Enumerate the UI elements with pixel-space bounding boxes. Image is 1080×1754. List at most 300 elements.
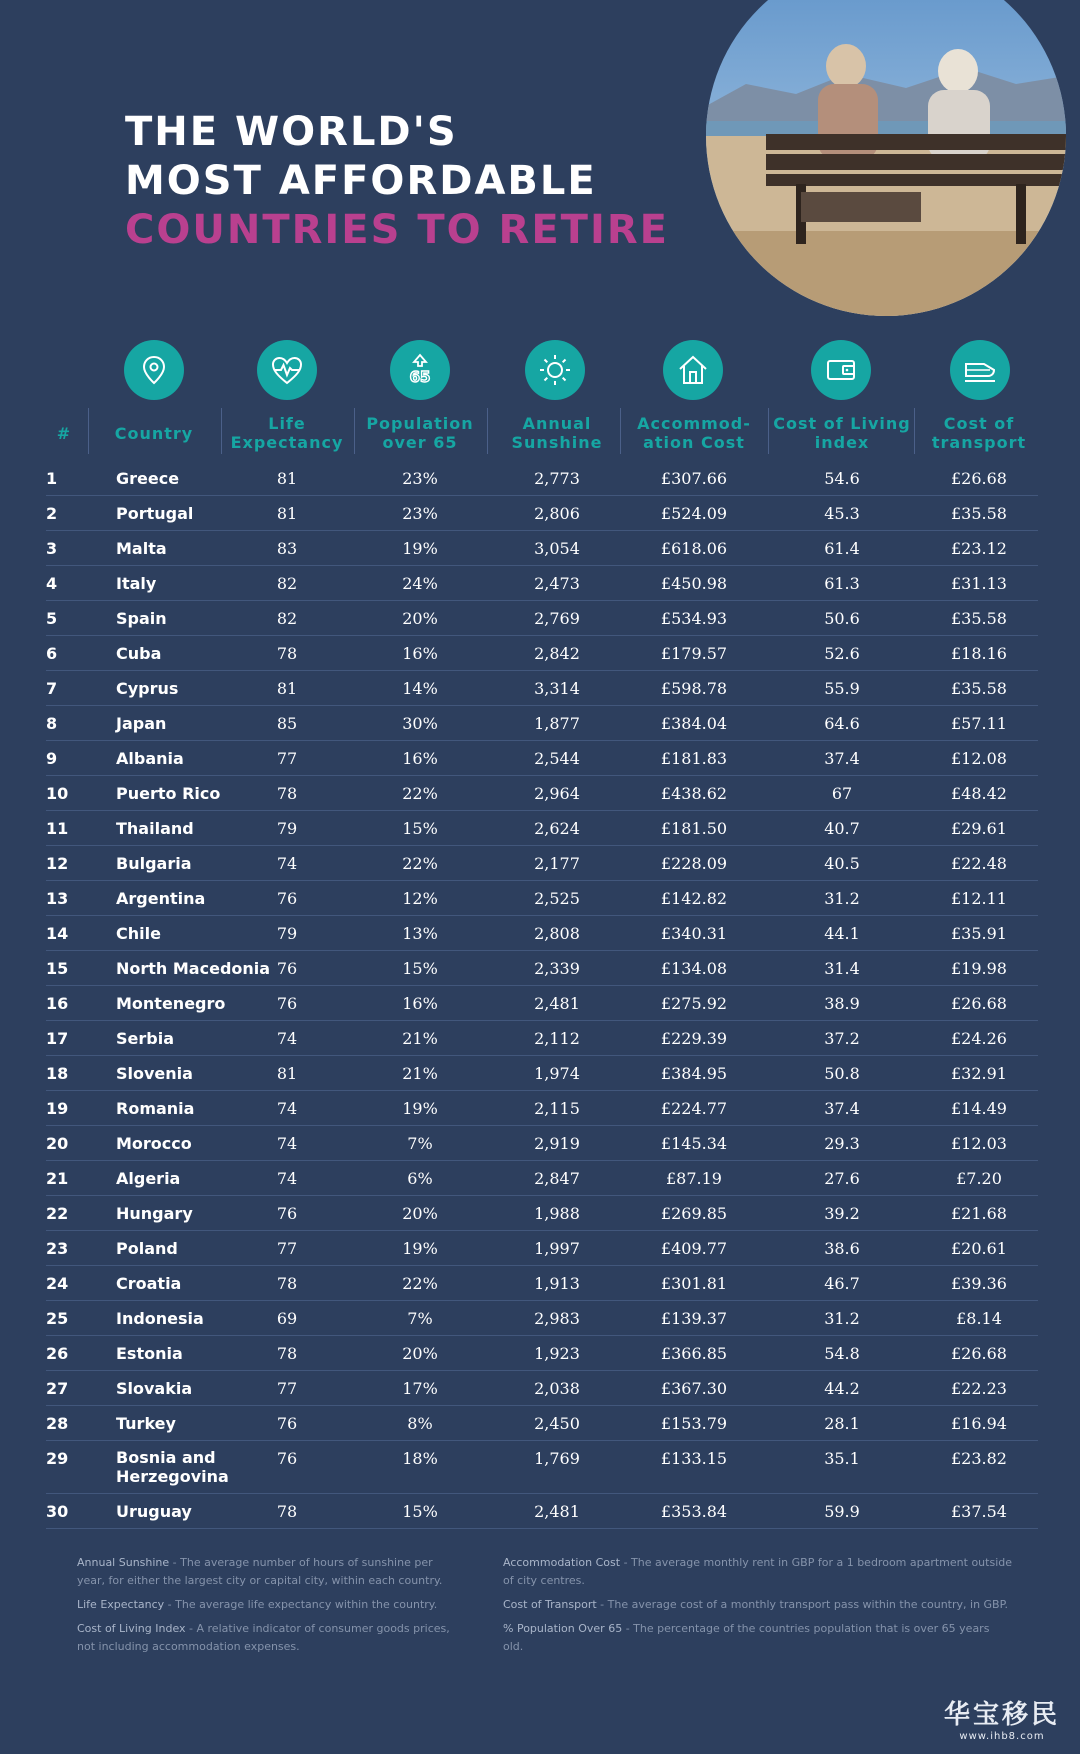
rank-cell: 20 xyxy=(46,1133,69,1153)
house-icon xyxy=(663,340,723,400)
country-cell: Italy xyxy=(116,573,157,593)
annual-sunshine-cell: 3,314 xyxy=(534,678,580,698)
header-divider xyxy=(487,408,488,454)
header-rank: # xyxy=(56,423,72,443)
rank-cell: 5 xyxy=(46,608,58,628)
table-row xyxy=(46,1091,1038,1126)
life-expectancy-cell: 81 xyxy=(276,503,298,523)
rank-cell: 21 xyxy=(46,1168,69,1188)
footnote-term: Accommodation Cost xyxy=(503,1556,621,1569)
country-cell: North Macedonia xyxy=(116,958,271,978)
table-row xyxy=(46,706,1038,741)
accommodation-cost-cell: £384.04 xyxy=(660,713,728,733)
country-cell: Montenegro xyxy=(116,993,226,1013)
population-over-65-cell: 12% xyxy=(402,888,438,908)
cost-of-transport-cell: £20.61 xyxy=(951,1238,1007,1258)
cost-of-living-cell: 54.6 xyxy=(824,468,860,488)
rank-cell: 10 xyxy=(46,783,69,803)
cost-of-transport-cell: £26.68 xyxy=(951,993,1007,1013)
country-cell: Malta xyxy=(116,538,167,558)
cost-of-transport-cell: £22.23 xyxy=(951,1378,1007,1398)
country-cell: Croatia xyxy=(116,1273,182,1293)
annual-sunshine-cell: 3,054 xyxy=(534,538,580,558)
rank-cell: 7 xyxy=(46,678,58,698)
rank-cell: 6 xyxy=(46,643,58,663)
accommodation-cost-cell: £367.30 xyxy=(660,1378,728,1398)
life-expectancy-cell: 81 xyxy=(276,468,298,488)
cost-of-transport-cell: £16.94 xyxy=(951,1413,1007,1433)
country-cell: Argentina xyxy=(116,888,206,908)
population-over-65-cell: 7% xyxy=(407,1133,433,1153)
table-row xyxy=(46,951,1038,986)
rank-cell: 29 xyxy=(46,1448,69,1468)
accommodation-cost-cell: £275.92 xyxy=(660,993,728,1013)
life-expectancy-cell: 79 xyxy=(276,923,298,943)
accommodation-cost-cell: £450.98 xyxy=(660,573,728,593)
country-cell: Estonia xyxy=(116,1343,183,1363)
country-cell: Morocco xyxy=(116,1133,192,1153)
cost-of-living-cell: 61.4 xyxy=(824,538,860,558)
country-cell: Serbia xyxy=(116,1028,174,1048)
country-cell: Cuba xyxy=(116,643,162,663)
rank-cell: 9 xyxy=(46,748,58,768)
rank-cell: 17 xyxy=(46,1028,69,1048)
population-over-65-cell: 18% xyxy=(402,1448,438,1468)
header-accommodation-cost: Accommod-ation Cost xyxy=(637,414,751,452)
header-divider xyxy=(620,408,621,454)
header-divider xyxy=(354,408,355,454)
rank-cell: 28 xyxy=(46,1413,69,1433)
annual-sunshine-cell: 1,997 xyxy=(534,1238,580,1258)
accommodation-cost-cell: £145.34 xyxy=(660,1133,728,1153)
rank-cell: 14 xyxy=(46,923,69,943)
table-row xyxy=(46,1161,1038,1196)
accommodation-cost-cell: £229.39 xyxy=(660,1028,728,1048)
population-over-65-cell: 16% xyxy=(402,993,438,1013)
train-icon xyxy=(950,340,1010,400)
table-row xyxy=(46,601,1038,636)
table-row xyxy=(46,1266,1038,1301)
rank-cell: 4 xyxy=(46,573,58,593)
population-over-65-cell: 15% xyxy=(402,818,438,838)
annual-sunshine-cell: 2,773 xyxy=(534,468,580,488)
table-row xyxy=(46,566,1038,601)
accommodation-cost-cell: £87.19 xyxy=(666,1168,722,1188)
country-cell: Indonesia xyxy=(116,1308,204,1328)
location-pin-icon xyxy=(124,340,184,400)
cost-of-living-cell: 55.9 xyxy=(824,678,860,698)
cost-of-living-cell: 59.9 xyxy=(824,1501,860,1521)
life-expectancy-cell: 77 xyxy=(276,1378,298,1398)
accommodation-cost-cell: £181.83 xyxy=(660,748,728,768)
life-expectancy-cell: 78 xyxy=(276,643,298,663)
cost-of-living-cell: 39.2 xyxy=(824,1203,860,1223)
population-over-65-cell: 23% xyxy=(402,468,438,488)
annual-sunshine-cell: 2,964 xyxy=(534,783,580,803)
population-over-65-cell: 13% xyxy=(402,923,438,943)
table-row xyxy=(46,741,1038,776)
cost-of-living-cell: 52.6 xyxy=(824,643,860,663)
annual-sunshine-cell: 1,974 xyxy=(534,1063,580,1083)
watermark-logo xyxy=(944,1694,1060,1742)
life-expectancy-cell: 76 xyxy=(276,993,298,1013)
population-over-65-cell: 14% xyxy=(402,678,438,698)
cost-of-transport-cell: £23.82 xyxy=(951,1448,1007,1468)
cost-of-living-cell: 38.6 xyxy=(824,1238,860,1258)
rank-cell: 13 xyxy=(46,888,69,908)
country-cell: Algeria xyxy=(116,1168,181,1188)
header-country: Country xyxy=(114,423,194,443)
population-over-65-cell: 7% xyxy=(407,1308,433,1328)
cost-of-living-cell: 28.1 xyxy=(824,1413,860,1433)
cost-of-transport-cell: £14.49 xyxy=(951,1098,1007,1118)
life-expectancy-cell: 77 xyxy=(276,1238,298,1258)
accommodation-cost-cell: £307.66 xyxy=(660,468,728,488)
life-expectancy-cell: 76 xyxy=(276,1413,298,1433)
svg-text:65: 65 xyxy=(409,368,431,386)
data-table xyxy=(46,461,1038,1529)
accommodation-cost-cell: £139.37 xyxy=(660,1308,728,1328)
accommodation-cost-cell: £133.15 xyxy=(660,1448,728,1468)
cost-of-transport-cell: £48.42 xyxy=(951,783,1007,803)
cost-of-living-cell: 35.1 xyxy=(824,1448,860,1468)
retirees-photo xyxy=(706,0,1066,316)
footnote xyxy=(77,1596,457,1614)
population-over-65-cell: 20% xyxy=(402,608,438,628)
table-row xyxy=(46,846,1038,881)
title-line-1: THE WORLD'S xyxy=(125,109,458,155)
footnote-term: Cost of Living Index xyxy=(77,1622,186,1635)
life-expectancy-cell: 85 xyxy=(276,713,298,733)
population-over-65-cell: 20% xyxy=(402,1203,438,1223)
footnote-text: - The average life expectancy within the country. xyxy=(164,1598,438,1611)
country-cell: Turkey xyxy=(116,1413,176,1433)
table-row xyxy=(46,636,1038,671)
population-over-65-cell: 19% xyxy=(402,1238,438,1258)
population-over-65-cell: 17% xyxy=(402,1378,438,1398)
country-cell: Portugal xyxy=(116,503,194,523)
cost-of-transport-cell: £26.68 xyxy=(951,468,1007,488)
table-row xyxy=(46,1301,1038,1336)
life-expectancy-cell: 74 xyxy=(276,1168,298,1188)
life-expectancy-cell: 74 xyxy=(276,1098,298,1118)
accommodation-cost-cell: £134.08 xyxy=(660,958,728,978)
cost-of-living-cell: 31.2 xyxy=(824,888,860,908)
table-row xyxy=(46,1196,1038,1231)
cost-of-living-cell: 29.3 xyxy=(824,1133,860,1153)
life-expectancy-cell: 81 xyxy=(276,1063,298,1083)
cost-of-living-cell: 45.3 xyxy=(824,503,860,523)
footnote-term: Annual Sunshine xyxy=(77,1556,170,1569)
accommodation-cost-cell: £409.77 xyxy=(660,1238,728,1258)
life-expectancy-cell: 78 xyxy=(276,1501,298,1521)
accommodation-cost-cell: £618.06 xyxy=(660,538,728,558)
cost-of-living-cell: 61.3 xyxy=(824,573,860,593)
footnotes-right xyxy=(503,1554,1013,1662)
cost-of-living-cell: 37.2 xyxy=(824,1028,860,1048)
rank-cell: 30 xyxy=(46,1501,69,1521)
annual-sunshine-cell: 2,806 xyxy=(534,503,580,523)
table-row xyxy=(46,1371,1038,1406)
table-row xyxy=(46,776,1038,811)
rank-cell: 22 xyxy=(46,1203,69,1223)
footnote xyxy=(503,1596,1013,1614)
cost-of-transport-cell: £26.68 xyxy=(951,1343,1007,1363)
header-population-over-65: Population over 65 xyxy=(366,414,474,452)
country-cell: Greece xyxy=(116,468,180,488)
cost-of-living-cell: 31.2 xyxy=(824,1308,860,1328)
rank-cell: 18 xyxy=(46,1063,69,1083)
cost-of-living-cell: 31.4 xyxy=(824,958,860,978)
wallet-icon xyxy=(811,340,871,400)
table-row xyxy=(46,531,1038,566)
cost-of-transport-cell: £7.20 xyxy=(956,1168,1002,1188)
cost-of-living-cell: 40.5 xyxy=(824,853,860,873)
rank-cell: 23 xyxy=(46,1238,69,1258)
accommodation-cost-cell: £534.93 xyxy=(660,608,728,628)
annual-sunshine-cell: 2,339 xyxy=(534,958,580,978)
life-expectancy-cell: 78 xyxy=(276,783,298,803)
country-cell: Cyprus xyxy=(116,678,179,698)
annual-sunshine-cell: 2,624 xyxy=(534,818,580,838)
accommodation-cost-cell: £224.77 xyxy=(660,1098,728,1118)
cost-of-living-cell: 67 xyxy=(831,783,853,803)
rank-cell: 19 xyxy=(46,1098,69,1118)
table-row xyxy=(46,1336,1038,1371)
accommodation-cost-cell: £384.95 xyxy=(660,1063,728,1083)
population-over-65-cell: 19% xyxy=(402,1098,438,1118)
table-row xyxy=(46,1056,1038,1091)
watermark-name: 华宝移民 xyxy=(943,1700,1060,1730)
population-over-65-cell: 21% xyxy=(402,1028,438,1048)
accommodation-cost-cell: £179.57 xyxy=(660,643,728,663)
table-row xyxy=(46,461,1038,496)
column-icons xyxy=(0,340,1080,402)
cost-of-living-cell: 27.6 xyxy=(824,1168,860,1188)
table-row xyxy=(46,1021,1038,1056)
title-line-3: COUNTRIES TO RETIRE xyxy=(125,207,669,253)
cost-of-living-cell: 54.8 xyxy=(824,1343,860,1363)
cost-of-transport-cell: £12.08 xyxy=(951,748,1007,768)
accommodation-cost-cell: £228.09 xyxy=(660,853,728,873)
life-expectancy-cell: 76 xyxy=(276,958,298,978)
population-over-65-cell: 24% xyxy=(402,573,438,593)
rank-cell: 2 xyxy=(46,503,58,523)
annual-sunshine-cell: 2,112 xyxy=(534,1028,580,1048)
cost-of-living-cell: 46.7 xyxy=(824,1273,860,1293)
annual-sunshine-cell: 2,038 xyxy=(534,1378,580,1398)
footnote-term: Cost of Transport xyxy=(503,1598,597,1611)
header-cost-of-living: Cost of Living index xyxy=(773,414,911,452)
annual-sunshine-cell: 1,988 xyxy=(534,1203,580,1223)
accommodation-cost-cell: £340.31 xyxy=(660,923,728,943)
life-expectancy-cell: 69 xyxy=(276,1308,298,1328)
life-expectancy-cell: 77 xyxy=(276,748,298,768)
table-row xyxy=(46,1406,1038,1441)
title-line-2: MOST AFFORDABLE xyxy=(125,158,597,204)
accommodation-cost-cell: £524.09 xyxy=(660,503,728,523)
life-expectancy-cell: 76 xyxy=(276,1448,298,1468)
population-over-65-cell: 8% xyxy=(407,1413,433,1433)
table-row xyxy=(46,1494,1038,1529)
cost-of-transport-cell: £12.03 xyxy=(951,1133,1007,1153)
population-over-65-cell: 21% xyxy=(402,1063,438,1083)
annual-sunshine-cell: 2,983 xyxy=(534,1308,580,1328)
life-expectancy-cell: 74 xyxy=(276,853,298,873)
country-cell: Hungary xyxy=(116,1203,193,1223)
country-cell: Poland xyxy=(116,1238,178,1258)
table-row xyxy=(46,1126,1038,1161)
table-row xyxy=(46,496,1038,531)
country-cell: Albania xyxy=(116,748,184,768)
annual-sunshine-cell: 2,842 xyxy=(534,643,580,663)
table-row xyxy=(46,916,1038,951)
cost-of-transport-cell: £39.36 xyxy=(951,1273,1007,1293)
header-life-expectancy: Life Expectancy xyxy=(230,414,344,452)
accommodation-cost-cell: £153.79 xyxy=(660,1413,728,1433)
age-65-icon xyxy=(390,340,450,400)
country-cell: Slovenia xyxy=(116,1063,193,1083)
rank-cell: 15 xyxy=(46,958,69,978)
annual-sunshine-cell: 1,923 xyxy=(534,1343,580,1363)
life-expectancy-cell: 82 xyxy=(276,573,298,593)
cost-of-living-cell: 44.2 xyxy=(824,1378,860,1398)
accommodation-cost-cell: £301.81 xyxy=(660,1273,728,1293)
rank-cell: 3 xyxy=(46,538,58,558)
life-expectancy-cell: 79 xyxy=(276,818,298,838)
annual-sunshine-cell: 2,473 xyxy=(534,573,580,593)
footnote-text: - A relative indicator of consumer goods prices, not including accommodation expenses. xyxy=(77,1622,450,1653)
footnote-term: Life Expectancy xyxy=(77,1598,165,1611)
cost-of-transport-cell: £19.98 xyxy=(951,958,1007,978)
footnote xyxy=(503,1620,1013,1656)
life-expectancy-cell: 82 xyxy=(276,608,298,628)
cost-of-transport-cell: £8.14 xyxy=(956,1308,1002,1328)
country-cell: Bulgaria xyxy=(116,853,192,873)
life-expectancy-cell: 78 xyxy=(276,1273,298,1293)
cost-of-transport-cell: £24.26 xyxy=(951,1028,1007,1048)
population-over-65-cell: 6% xyxy=(407,1168,433,1188)
life-expectancy-cell: 83 xyxy=(276,538,298,558)
population-over-65-cell: 22% xyxy=(402,1273,438,1293)
population-over-65-cell: 22% xyxy=(402,783,438,803)
accommodation-cost-cell: £142.82 xyxy=(660,888,728,908)
footnote xyxy=(503,1554,1013,1590)
cost-of-living-cell: 37.4 xyxy=(824,748,860,768)
rank-cell: 25 xyxy=(46,1308,69,1328)
cost-of-transport-cell: £31.13 xyxy=(951,573,1007,593)
header-divider xyxy=(914,408,915,454)
table-row xyxy=(46,671,1038,706)
table-row xyxy=(46,986,1038,1021)
country-cell: Spain xyxy=(116,608,167,628)
annual-sunshine-cell: 2,847 xyxy=(534,1168,580,1188)
annual-sunshine-cell: 2,115 xyxy=(534,1098,580,1118)
rank-cell: 12 xyxy=(46,853,69,873)
cost-of-transport-cell: £35.58 xyxy=(951,678,1007,698)
population-over-65-cell: 15% xyxy=(402,1501,438,1521)
country-cell: Slovakia xyxy=(116,1378,193,1398)
footnote-text: - The average cost of a monthly transport pass within the country, in GBP. xyxy=(596,1598,1009,1611)
life-expectancy-cell: 81 xyxy=(276,678,298,698)
annual-sunshine-cell: 2,808 xyxy=(534,923,580,943)
country-cell: Japan xyxy=(116,713,167,733)
population-over-65-cell: 15% xyxy=(402,958,438,978)
rank-cell: 27 xyxy=(46,1378,69,1398)
rank-cell: 26 xyxy=(46,1343,69,1363)
header-divider xyxy=(221,408,222,454)
annual-sunshine-cell: 2,769 xyxy=(534,608,580,628)
footnote-term: % Population Over 65 xyxy=(503,1622,623,1635)
cost-of-transport-cell: £12.11 xyxy=(951,888,1007,908)
cost-of-living-cell: 50.8 xyxy=(824,1063,860,1083)
header-annual-sunshine: Annual Sunshine xyxy=(511,414,603,452)
cost-of-transport-cell: £21.68 xyxy=(951,1203,1007,1223)
population-over-65-cell: 16% xyxy=(402,643,438,663)
annual-sunshine-cell: 2,450 xyxy=(534,1413,580,1433)
country-cell: Puerto Rico xyxy=(116,783,221,803)
footnote-text: - The percentage of the countries population that is over 65 years old. xyxy=(503,1622,990,1653)
life-expectancy-cell: 76 xyxy=(276,888,298,908)
cost-of-transport-cell: £32.91 xyxy=(951,1063,1007,1083)
cost-of-transport-cell: £23.12 xyxy=(951,538,1007,558)
country-cell: Bosnia and Herzegovina xyxy=(116,1448,229,1486)
population-over-65-cell: 20% xyxy=(402,1343,438,1363)
header-divider xyxy=(88,408,89,454)
population-over-65-cell: 19% xyxy=(402,538,438,558)
annual-sunshine-cell: 1,913 xyxy=(534,1273,580,1293)
rank-cell: 8 xyxy=(46,713,58,733)
sun-icon xyxy=(525,340,585,400)
annual-sunshine-cell: 2,177 xyxy=(534,853,580,873)
table-row xyxy=(46,881,1038,916)
population-over-65-cell: 23% xyxy=(402,503,438,523)
footnote-text: - The average monthly rent in GBP for a 1 bedroom apartment outside of city centres. xyxy=(503,1556,1012,1587)
cost-of-transport-cell: £35.58 xyxy=(951,503,1007,523)
annual-sunshine-cell: 2,525 xyxy=(534,888,580,908)
accommodation-cost-cell: £598.78 xyxy=(660,678,728,698)
cost-of-transport-cell: £35.58 xyxy=(951,608,1007,628)
cost-of-transport-cell: £18.16 xyxy=(951,643,1007,663)
table-row xyxy=(46,1441,1038,1494)
accommodation-cost-cell: £366.85 xyxy=(660,1343,728,1363)
cost-of-living-cell: 38.9 xyxy=(824,993,860,1013)
footnotes-left xyxy=(77,1554,457,1662)
annual-sunshine-cell: 2,481 xyxy=(534,993,580,1013)
rank-cell: 16 xyxy=(46,993,69,1013)
cost-of-living-cell: 44.1 xyxy=(824,923,860,943)
rank-cell: 11 xyxy=(46,818,69,838)
annual-sunshine-cell: 1,877 xyxy=(534,713,580,733)
table-row xyxy=(46,811,1038,846)
header-cost-of-transport: Cost of transport xyxy=(931,414,1027,452)
accommodation-cost-cell: £438.62 xyxy=(660,783,728,803)
page-title xyxy=(125,108,669,255)
country-cell: Thailand xyxy=(116,818,194,838)
population-over-65-cell: 22% xyxy=(402,853,438,873)
cost-of-transport-cell: £37.54 xyxy=(951,1501,1007,1521)
cost-of-transport-cell: £35.91 xyxy=(951,923,1007,943)
cost-of-living-cell: 64.6 xyxy=(824,713,860,733)
table-row xyxy=(46,1231,1038,1266)
footnote xyxy=(77,1620,457,1656)
watermark-url: www.ihb8.com xyxy=(959,1731,1045,1742)
cost-of-living-cell: 50.6 xyxy=(824,608,860,628)
life-expectancy-cell: 74 xyxy=(276,1028,298,1048)
population-over-65-cell: 30% xyxy=(402,713,438,733)
cost-of-transport-cell: £57.11 xyxy=(951,713,1007,733)
rank-cell: 1 xyxy=(46,468,58,488)
